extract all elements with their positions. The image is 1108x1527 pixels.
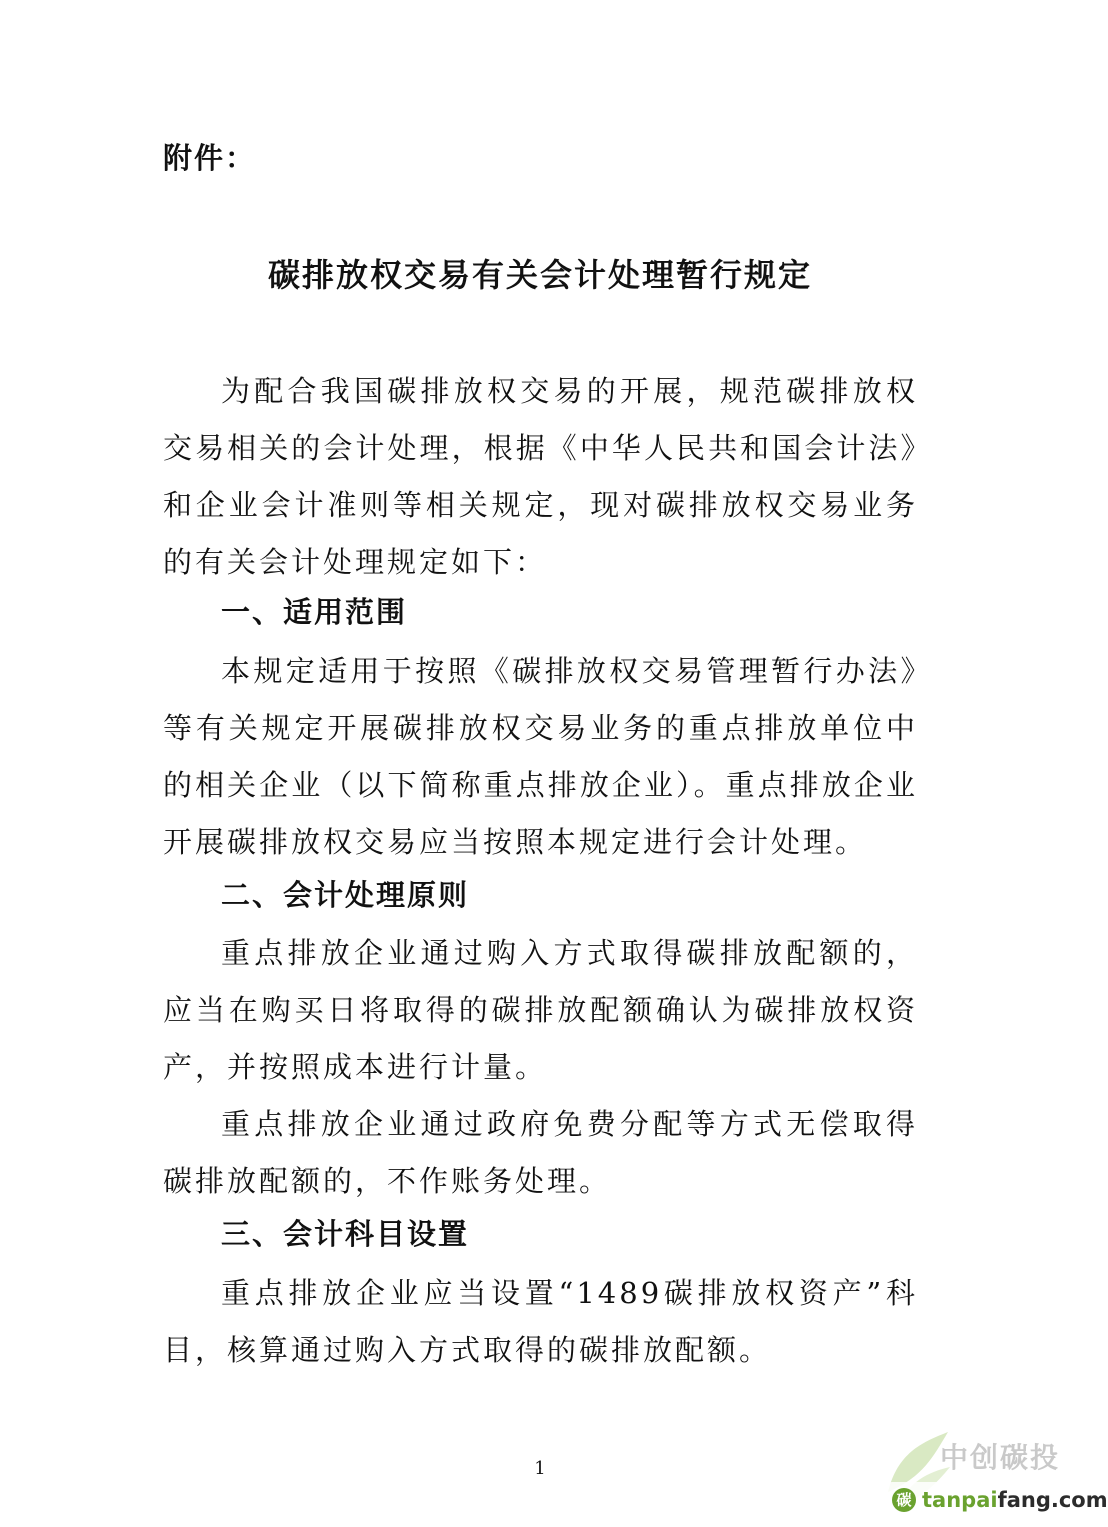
intro-paragraph: 为配合我国碳排放权交易的开展，规范碳排放权交易相关的会计处理，根据《中华人民共和国会计法》和企业会计准则等相关规定，现对碳排放权交易业务的有关会计处理规定如下： [163, 374, 918, 579]
principles-paragraph-1: 重点排放企业通过购入方式取得碳排放配额的，应当在购买日将取得的碳排放配额确认为碳排放权资产，并按照成本进行计量。 [163, 936, 918, 1084]
watermark [878, 1418, 1108, 1524]
section-heading-accounts: 三、会计科目设置 [221, 1217, 470, 1251]
watermark-domain-rest: fang.com [997, 1488, 1108, 1512]
page-number: 1 [534, 1458, 546, 1479]
accounts-paragraph: 重点排放企业应当设置“1489碳排放权资产”科目，核算通过购入方式取得的碳排放配额。 [163, 1276, 918, 1367]
tanpaifang-badge-icon: 碳 [892, 1488, 916, 1512]
section-heading-principles: 二、会计处理原则 [221, 878, 470, 912]
watermark-badge [888, 1482, 1108, 1518]
principles-paragraph-2: 重点排放企业通过政府免费分配等方式无偿取得碳排放配额的，不作账务处理。 [163, 1107, 918, 1198]
attachment-label: 附件： [163, 141, 257, 175]
section-heading-scope: 一、适用范围 [221, 595, 408, 629]
document-title: 碳排放权交易有关会计处理暂行规定 [267, 256, 812, 294]
watermark-domain-accent: tanpai [922, 1488, 998, 1512]
watermark-domain [922, 1486, 1108, 1514]
scope-paragraph: 本规定适用于按照《碳排放权交易管理暂行办法》等有关规定开展碳排放权交易业务的重点排放单位中的相关企业（以下简称重点排放企业）。重点排放企业开展碳排放权交易应当按照本规定进行会计处理。 [163, 654, 918, 859]
watermark-brand: 中创碳投 [940, 1441, 1061, 1474]
